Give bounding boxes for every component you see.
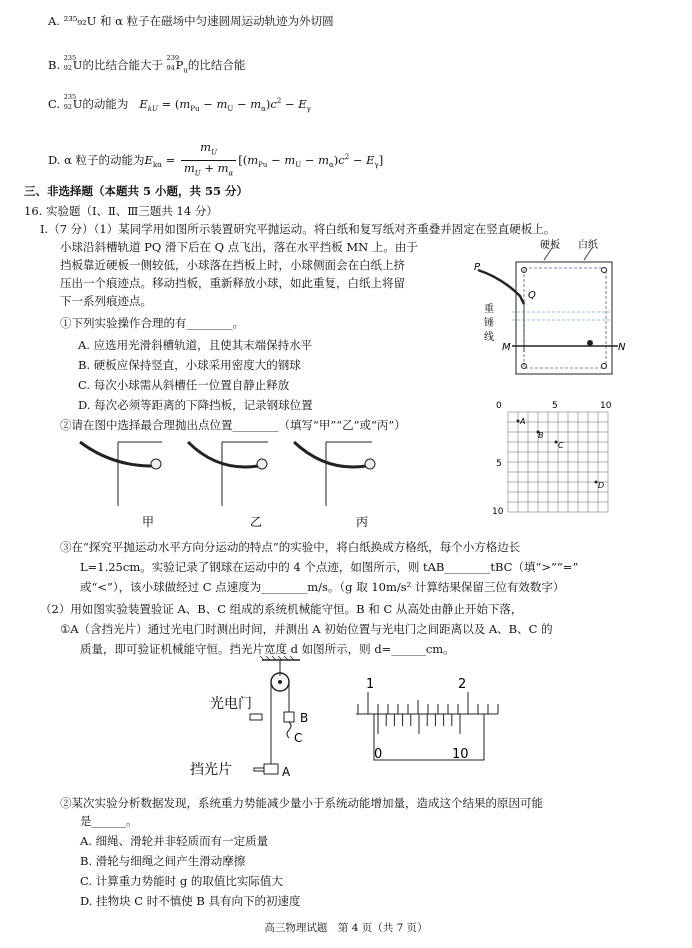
launch-point-choice-figures bbox=[72, 436, 392, 532]
caliper-vernier-10: 10 bbox=[452, 747, 469, 762]
part2-q2-line1: ②某次实验分析数据发现，系统重力势能减少量小于系统动能增加量，造成这个结果的原因可能 bbox=[60, 796, 543, 810]
part1-q3-line3: 或“<”），该小球做经过 C 点速度为________m/s。（g 取 10m/s² 计算结果保留三位有效数字） bbox=[80, 580, 565, 594]
choice-bing: 丙 bbox=[356, 515, 369, 529]
part1-q1-option-b: B. 硬板应保持竖直，小球采用密度大的钢球 bbox=[78, 358, 301, 372]
part1-intro-3: 挡板靠近硬板一侧较低，小球落在挡板上时，小球侧面会在白纸上挤 bbox=[60, 258, 405, 272]
grid-trajectory-figure bbox=[492, 400, 626, 524]
part2-q2-option-d: D. 挂物块 C 时不慎使 B 具有向下的初速度 bbox=[80, 894, 301, 908]
part2-q1-line2: 质量，即可验证机械能守恒。挡光片宽度 d 如图所示，则 d=______cm。 bbox=[80, 642, 455, 656]
part1-q1: ①下列实验操作合理的有________。 bbox=[60, 316, 244, 330]
part1-q3-line2: L=1.25cm。实验记录了钢球在运动中的 4 个点迹，如图所示，则 tAB________tBC（填“>”“=” bbox=[80, 560, 579, 574]
part2-q2-line2: 是______。 bbox=[80, 814, 138, 828]
label-n: N bbox=[618, 342, 626, 353]
part1-q2: ②请在图中选择最合理抛出点位置________（填写“甲”“乙”或“丙”） bbox=[60, 418, 406, 432]
label-b: B bbox=[300, 711, 309, 725]
part1-q1-option-a: A. 应选用光滑斜槽轨道，且使其末端保持水平 bbox=[78, 338, 313, 352]
option-b: B. 235 92 U的比结合能大于 239 94 $P_u$的比结合能 bbox=[48, 54, 246, 75]
part1-q1-option-d: D. 每次必须等距离的下降挡板，记录钢球位置 bbox=[78, 398, 313, 412]
point-c: C bbox=[558, 441, 564, 450]
grid-y5: 5 bbox=[496, 459, 502, 469]
part1-q3-line1: ③在“探究平抛运动水平方向分运动的特点”的实验中，将白纸换成方格纸，每个小方格边长 bbox=[60, 540, 521, 554]
label-rope-2: 锤 bbox=[484, 318, 494, 329]
label-board: 硬板 bbox=[540, 240, 560, 251]
part1-intro-5: 下一系列痕迹点。 bbox=[60, 294, 152, 308]
caliper-main-2: 2 bbox=[458, 677, 467, 692]
label-q: Q bbox=[528, 290, 536, 301]
part1-intro-4: 压出一个痕迹点。移动挡板，重新释放小球，如此重复，白纸上将留 bbox=[60, 276, 405, 290]
option-d: D. α 粒子的动能为$E_{k\alpha}$ = $\frac{m_U}{m_U + m_\alpha}$ $[(m_{Pu} - m_U - m_\alpha)c^2 - E_\gamma]$ bbox=[48, 140, 384, 178]
part1-q1-option-c: C. 每次小球需从斜槽任一位置自静止释放 bbox=[78, 378, 290, 392]
part1-intro-1: Ⅰ.（7 分）（1）某同学用如图所示装置研究平抛运动。将白纸和复写纸对齐重叠并固定在竖直硬板上。 bbox=[40, 222, 556, 236]
choice-yi: 乙 bbox=[250, 515, 263, 529]
caliper-vernier-0: 0 bbox=[374, 747, 383, 762]
part2-intro: （2）用如图实验装置验证 A、B、C 组成的系统机械能守恒。B 和 C 从高处由静止开始下落， bbox=[40, 602, 523, 616]
grid-y10: 10 bbox=[492, 507, 504, 517]
grid-x10: 10 bbox=[600, 401, 612, 411]
part2-q2-option-b: B. 滑轮与细绳之间产生滑动摩擦 bbox=[80, 854, 246, 868]
label-c: C bbox=[294, 731, 303, 745]
label-light-shield: 挡光片 bbox=[190, 762, 232, 778]
label-a: A bbox=[282, 765, 291, 779]
vernier-caliper-figure bbox=[352, 674, 502, 770]
grid-x0: 0 bbox=[496, 401, 502, 411]
part2-q2-option-c: C. 计算重力势能时 g 的取值比实际值大 bbox=[80, 874, 283, 888]
pulley-apparatus-figure bbox=[190, 656, 330, 780]
part1-intro-2: 小球沿斜槽轨道 PQ 滑下后在 Q 点飞出，落在水平挡板 MN 上。由于 bbox=[60, 240, 418, 254]
label-rope-3: 线 bbox=[484, 332, 494, 343]
point-d: D bbox=[598, 481, 605, 490]
label-paper: 白纸 bbox=[578, 240, 598, 251]
option-c: C. 235 92 U的动能为 $E_{kU} = (m_{Pu} - m_U - m_\alpha)c^2 - E_\gamma$ bbox=[48, 92, 311, 114]
option-a: A. ²³⁵₉₂U 和 α 粒子在磁场中匀速圆周运动轨迹为外切圆 bbox=[48, 14, 334, 28]
part2-q1-line1: ①A（含挡光片）通过光电门时测出时间，并测出 A 初始位置与光电门之间距离以及 A、B、C 的 bbox=[60, 622, 553, 636]
projectile-apparatus-figure bbox=[472, 240, 632, 390]
label-p: P bbox=[474, 262, 481, 273]
section-heading: 三、非选择题（本题共 5 小题，共 55 分） bbox=[24, 184, 249, 198]
label-rope-1: 重 bbox=[484, 304, 494, 315]
page-footer: 高三物理试题 第 4 页（共 7 页） bbox=[264, 922, 428, 934]
part2-q2-option-a: A. 细绳、滑轮并非轻质而有一定质量 bbox=[80, 834, 269, 848]
label-m: M bbox=[502, 342, 511, 353]
caliper-main-1: 1 bbox=[366, 677, 375, 692]
point-b: B bbox=[538, 431, 544, 440]
choice-jia: 甲 bbox=[142, 515, 155, 529]
grid-x5: 5 bbox=[552, 401, 558, 411]
question-16-heading: 16. 实验题（Ⅰ、Ⅱ、Ⅲ三题共 14 分） bbox=[24, 204, 218, 218]
label-photogate: 光电门 bbox=[210, 696, 252, 712]
point-a: A bbox=[520, 417, 526, 426]
